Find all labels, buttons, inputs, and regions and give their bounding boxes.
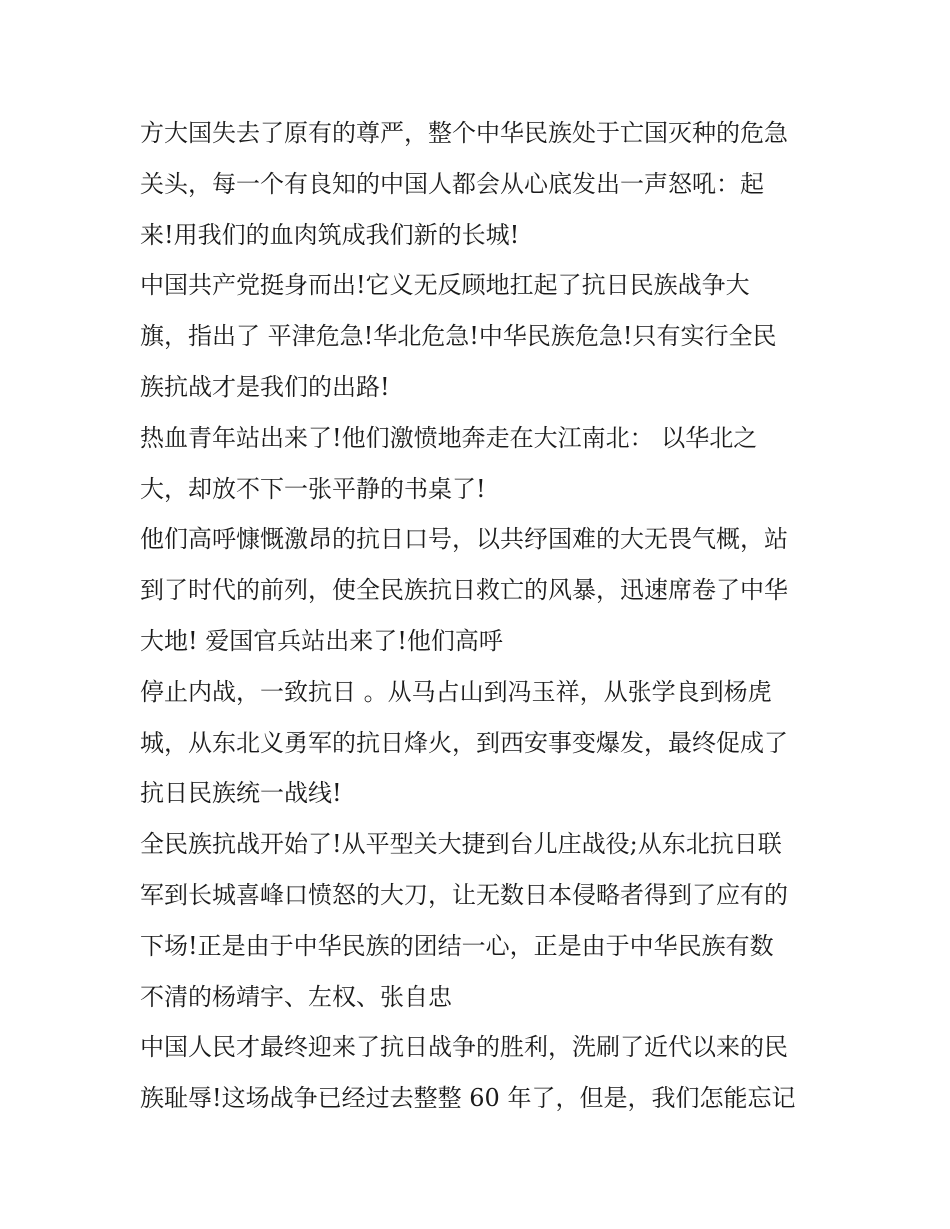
text-line: 全民族抗战开始了!从平型关大捷到台儿庄战役;从东北抗日联 (140, 830, 782, 859)
text-line: 族耻辱!这场战争已经过去整整 60 年了，但是，我们怎能忘记 (140, 1084, 796, 1113)
body-text (140, 108, 820, 1124)
text-line: 抗日民族统一战线! (140, 779, 342, 808)
text-line: 热血青年站出来了!他们激愤地奔走在大江南北： 以华北之 (140, 423, 758, 452)
text-line: 中国共产党挺身而出!它义无反顾地扛起了抗日民族战争大 (140, 271, 750, 300)
text-line: 族抗战才是我们的出路! (140, 372, 390, 401)
text-line: 旗，指出了 平津危急!华北危急!中华民族危急!只有实行全民 (140, 322, 777, 351)
text-line: 来!用我们的血肉筑成我们新的长城! (140, 220, 520, 249)
text-line: 方大国失去了原有的尊严，整个中华民族处于亡国灭种的危急 (140, 119, 788, 147)
text-line: 停止内战，一致抗日 。从马占山到冯玉祥，从张学良到杨虎 (140, 677, 772, 706)
text-line: 到了时代的前列，使全民族抗日救亡的风暴，迅速席卷了中华 (140, 576, 788, 605)
text-line: 城，从东北义勇军的抗日烽火，到西安事变爆发，最终促成了 (140, 728, 788, 757)
text-line: 他们高呼慷慨激昂的抗日口号，以共纾国难的大无畏气概，站 (140, 525, 788, 554)
text-line: 大地! 爱国官兵站出来了!他们高呼 (140, 626, 503, 655)
text-line: 中国人民才最终迎来了抗日战争的胜利，洗刷了近代以来的民 (140, 1033, 788, 1062)
text-line: 军到长城喜峰口愤怒的大刀，让无数日本侵略者得到了应有的 (140, 880, 788, 909)
text-line: 大，却放不下一张平静的书桌了! (140, 474, 486, 503)
text-line: 下场!正是由于中华民族的团结一心，正是由于中华民族有数 (140, 931, 774, 960)
text-line: 关头，每一个有良知的中国人都会从心底发出一声怒吼：起 (140, 169, 764, 198)
text-line: 不清的杨靖宇、左权、张自忠 (140, 982, 452, 1011)
